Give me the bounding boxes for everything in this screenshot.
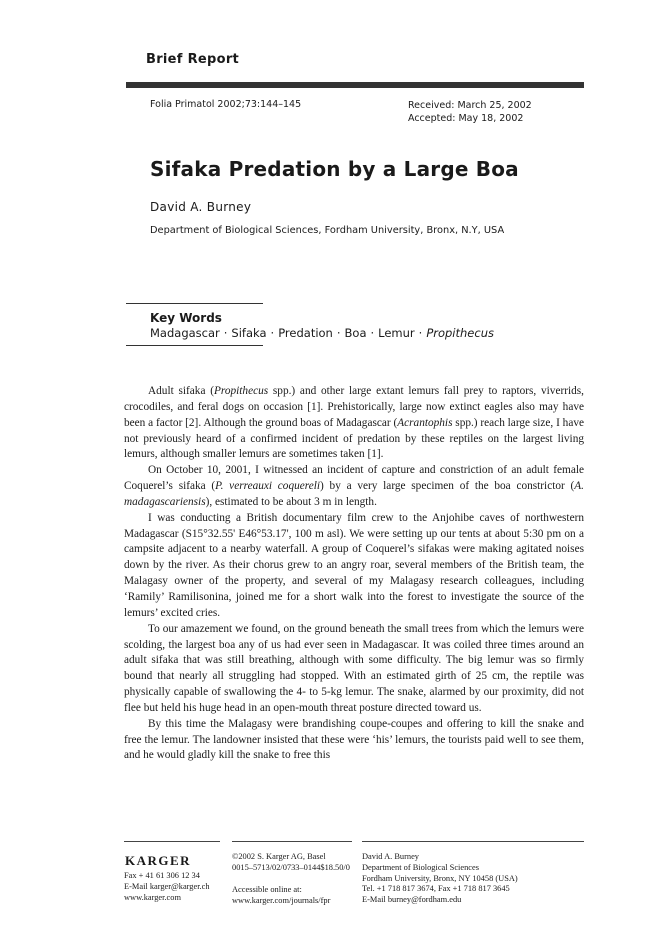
footer-divider bbox=[124, 841, 220, 842]
keyword: Predation bbox=[278, 326, 333, 340]
publisher-fax: Fax + 41 61 306 12 34 bbox=[124, 871, 200, 880]
section-label: Brief Report bbox=[146, 52, 240, 67]
body-paragraph: By this time the Malagasy were brandishing coupe-coupes and offering to kill the snake and free the lemur. The landowner insisted that these were ‘his’ lemurs, the tourists paid well to see them, and he would gladly kill the snake to free this bbox=[124, 717, 584, 762]
article-body bbox=[124, 384, 584, 764]
article-dates bbox=[408, 99, 532, 125]
publisher-logo: KARGER bbox=[125, 853, 192, 868]
body-paragraph: Adult sifaka (Propithecus spp.) and other large extant lemurs fall prey to raptors, viverrids, crocodiles, and feral dogs on occasion [1]. Prehistorically, large now extinct eagles also may have been a factor [2]. Although the ground boas of Madagascar (Acrantophis spp.) reach large size, I have not previously heard of a confirmed incident of predation by these reptiles on the largest living lemurs, although smaller lemurs are sometimes taken [1]. bbox=[124, 385, 584, 461]
correspondence-dept: Department of Biological Sciences bbox=[362, 862, 479, 872]
keyword: Propithecus bbox=[426, 326, 494, 340]
accepted-date: Accepted: May 18, 2002 bbox=[408, 113, 524, 124]
body-paragraph: I was conducting a British documentary film crew to the Anjohibe caves of northwestern Madagascar (S15°32.55' E46°53.17', 100 m asl). We were setting up our tents at about 5:30 pm on a campsite adjacent to a nearby waterfall. A group of Coquerel’s sifakas were making agitated noises down by the river. As their chorus grew to an angry roar, several members of the British team, the Malagasy owner of the property, and several of my Malagasy research colleagues, including ‘Ramily’ Ramilisonina, joined me for a short walk into the forest to investigate the source of the lemurs’ excited cries. bbox=[124, 511, 584, 619]
correspondence-phone: Tel. +1 718 817 3674, Fax +1 718 817 3645 bbox=[362, 884, 510, 894]
article-title: Sifaka Predation by a Large Boa bbox=[150, 157, 519, 181]
correspondence-email[interactable]: E-Mail burney@fordham.edu bbox=[362, 895, 462, 905]
issn-code: 0015–5713/02/0733–0144$18.50/0 bbox=[232, 862, 350, 872]
keywords-top-rule bbox=[126, 303, 263, 304]
journal-reference: Folia Primatol 2002;73:144–145 bbox=[150, 99, 302, 110]
body-paragraph: On October 10, 2001, I witnessed an incident of capture and constriction of an adult female Coquerel’s sifaka (P. verreauxi coquereli) by a very large specimen of the boa constrictor (A. madagascariensis), estimated to be about 3 m in length. bbox=[124, 464, 584, 508]
body-paragraph: To our amazement we found, on the ground beneath the small trees from which the lemurs were scolding, the largest boa any of us had ever seen in Madagascar. It was coiled three times around an adult sifaka that was still breathing, although with some difficulty. The big lemur was so firmly bound that nearly all struggling had stopped. With an estimated girth of 25 cm, the reptile was physically capable of swallowing the 4- to 5-kg lemur. The snake, alarmed by our proximity, did not flee but held his huge head in an open-mouth threat posture directed toward us. bbox=[124, 622, 584, 714]
keyword: Boa bbox=[344, 326, 367, 340]
author-affiliation: Department of Biological Sciences, Fordham University, Bronx, N.Y, USA bbox=[150, 225, 505, 236]
author-name: David A. Burney bbox=[150, 200, 252, 214]
keyword: Lemur bbox=[378, 326, 415, 340]
publisher-email: E-Mail karger@karger.ch bbox=[124, 881, 210, 891]
received-date: Received: March 25, 2002 bbox=[408, 100, 532, 111]
copyright-notice: ©2002 S. Karger AG, Basel bbox=[232, 852, 326, 861]
keywords-heading: Key Words bbox=[150, 311, 222, 325]
publisher-contact bbox=[124, 871, 210, 903]
keywords-bottom-rule bbox=[126, 345, 263, 346]
online-access-label: Accessible online at: bbox=[232, 885, 302, 894]
keyword: Sifaka bbox=[231, 326, 267, 340]
footer-divider bbox=[362, 841, 584, 842]
footer-divider bbox=[232, 841, 352, 842]
keywords-list: Madagascar · Sifaka · Predation · Boa · Lemur · Propithecus bbox=[150, 326, 494, 340]
copyright-block bbox=[232, 852, 350, 874]
keyword: Madagascar bbox=[150, 326, 220, 340]
correspondence-university: Fordham University, Bronx, NY 10458 (USA) bbox=[362, 873, 518, 883]
online-access-link[interactable]: www.karger.com/journals/fpr bbox=[232, 895, 331, 905]
correspondence-name: David A. Burney bbox=[362, 852, 419, 861]
online-access bbox=[232, 885, 330, 907]
correspondence-address bbox=[362, 852, 518, 906]
publisher-website[interactable]: www.karger.com bbox=[124, 892, 181, 902]
header-rule bbox=[126, 82, 584, 88]
